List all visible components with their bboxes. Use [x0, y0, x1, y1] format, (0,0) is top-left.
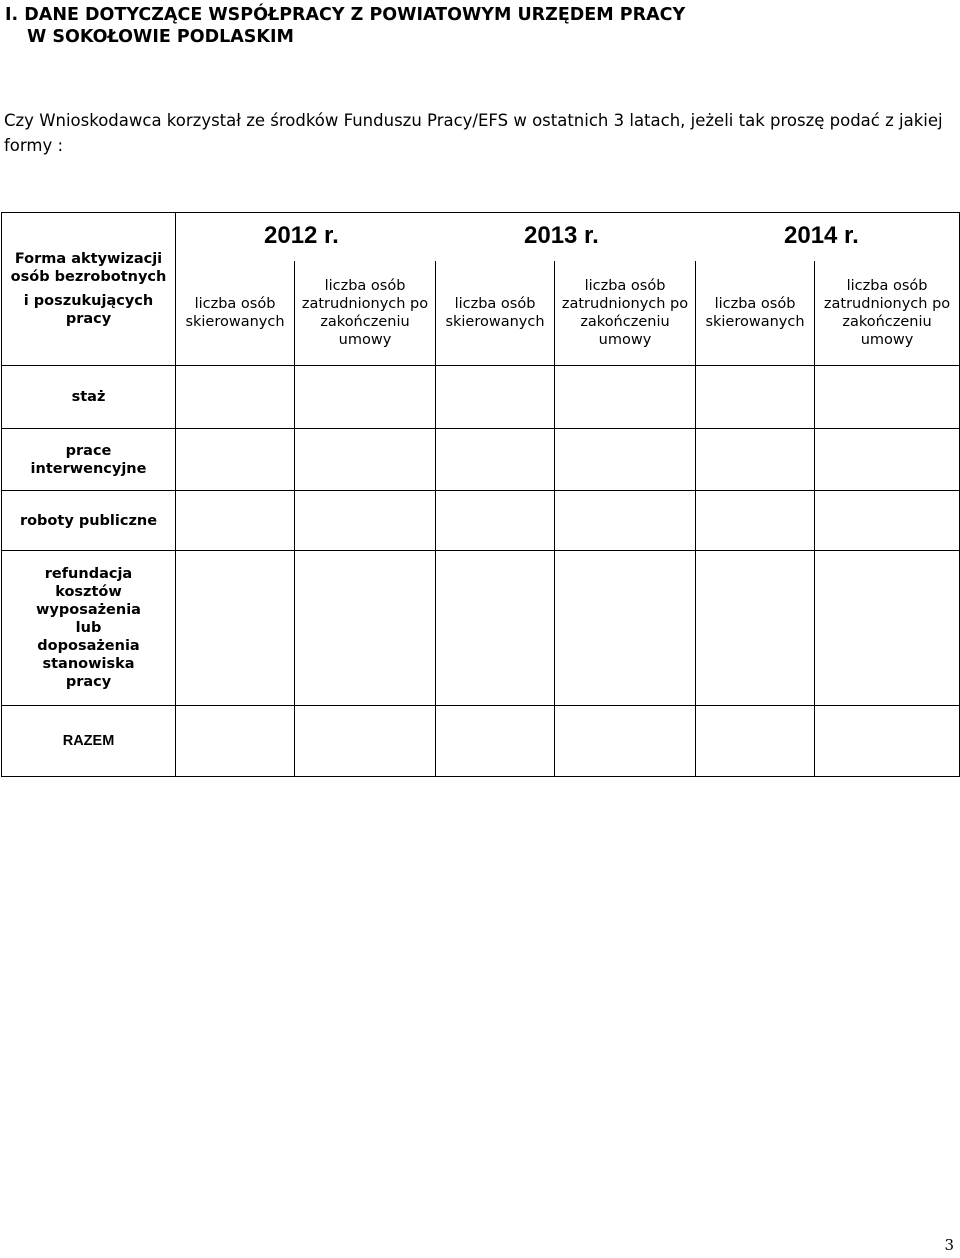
data-cell[interactable]	[555, 366, 696, 429]
data-cell[interactable]	[696, 706, 815, 777]
data-cell[interactable]	[295, 366, 436, 429]
col-referred-2013: liczba osób skierowanych	[436, 261, 555, 366]
data-cell[interactable]	[555, 551, 696, 706]
data-cell[interactable]	[815, 706, 960, 777]
years-header-cell	[176, 213, 960, 262]
data-cell[interactable]	[436, 706, 555, 777]
data-cell[interactable]	[815, 366, 960, 429]
col-referred-2014: liczba osób skierowanych	[696, 261, 815, 366]
heading-line-2: W SOKOŁOWIE PODLASKIM	[27, 27, 294, 47]
section-heading	[5, 4, 685, 48]
data-cell[interactable]	[696, 551, 815, 706]
col-employed-2013: liczba osób zatrudnionych po zakończeniu umowy	[555, 261, 696, 366]
data-cell[interactable]	[815, 551, 960, 706]
data-cell[interactable]	[696, 366, 815, 429]
data-cell[interactable]	[555, 491, 696, 551]
data-cell[interactable]	[295, 551, 436, 706]
year-2014: 2014 r.	[784, 222, 859, 249]
page-number: 3	[944, 1236, 954, 1254]
table-row	[2, 706, 960, 777]
data-cell[interactable]	[176, 706, 295, 777]
question-text: Czy Wnioskodawca korzystał ze środków Funduszu Pracy/EFS w ostatnich 3 latach, jeżeli tak proszę podać z jakiej formy :	[4, 111, 943, 155]
table-row	[2, 551, 960, 706]
row-label-prace-interwencyjne: prace interwencyjne	[2, 429, 176, 491]
data-cell[interactable]	[436, 366, 555, 429]
row-label-razem: RAZEM	[2, 706, 176, 777]
row-label-roboty-publiczne: roboty publiczne	[2, 491, 176, 551]
data-cell[interactable]	[436, 551, 555, 706]
heading-line-1: I. DANE DOTYCZĄCE WSPÓŁPRACY Z POWIATOWYM URZĘDEM PRACY	[5, 5, 686, 25]
col-referred-2012: liczba osób skierowanych	[176, 261, 295, 366]
data-cell[interactable]	[176, 551, 295, 706]
data-cell[interactable]	[176, 491, 295, 551]
data-cell[interactable]	[815, 429, 960, 491]
data-cell[interactable]	[295, 429, 436, 491]
data-cell[interactable]	[436, 429, 555, 491]
data-cell[interactable]	[176, 429, 295, 491]
col-employed-2012: liczba osób zatrudnionych po zakończeniu umowy	[295, 261, 436, 366]
table-row	[2, 429, 960, 491]
data-cell[interactable]	[176, 366, 295, 429]
data-cell[interactable]	[436, 491, 555, 551]
data-cell[interactable]	[696, 429, 815, 491]
table-row	[2, 366, 960, 429]
data-cell[interactable]	[555, 706, 696, 777]
col-employed-2014: liczba osób zatrudnionych po zakończeniu umowy	[815, 261, 960, 366]
year-2013: 2013 r.	[524, 222, 599, 249]
cooperation-table	[1, 212, 960, 777]
data-cell[interactable]	[815, 491, 960, 551]
data-cell[interactable]	[696, 491, 815, 551]
row-label-refundacja: refundacja kosztów wyposażenia lub doposażenia stanowiska pracy	[2, 551, 176, 706]
form-header-line-1: Forma aktywizacji osób bezrobotnych	[10, 251, 167, 285]
row-label-staz: staż	[2, 366, 176, 429]
form-header-cell	[2, 213, 176, 366]
data-cell[interactable]	[555, 429, 696, 491]
form-header-line-2: i poszukujących pracy	[23, 293, 154, 327]
data-cell[interactable]	[295, 706, 436, 777]
table-row	[2, 491, 960, 551]
data-cell[interactable]	[295, 491, 436, 551]
year-2012: 2012 r.	[264, 222, 339, 249]
